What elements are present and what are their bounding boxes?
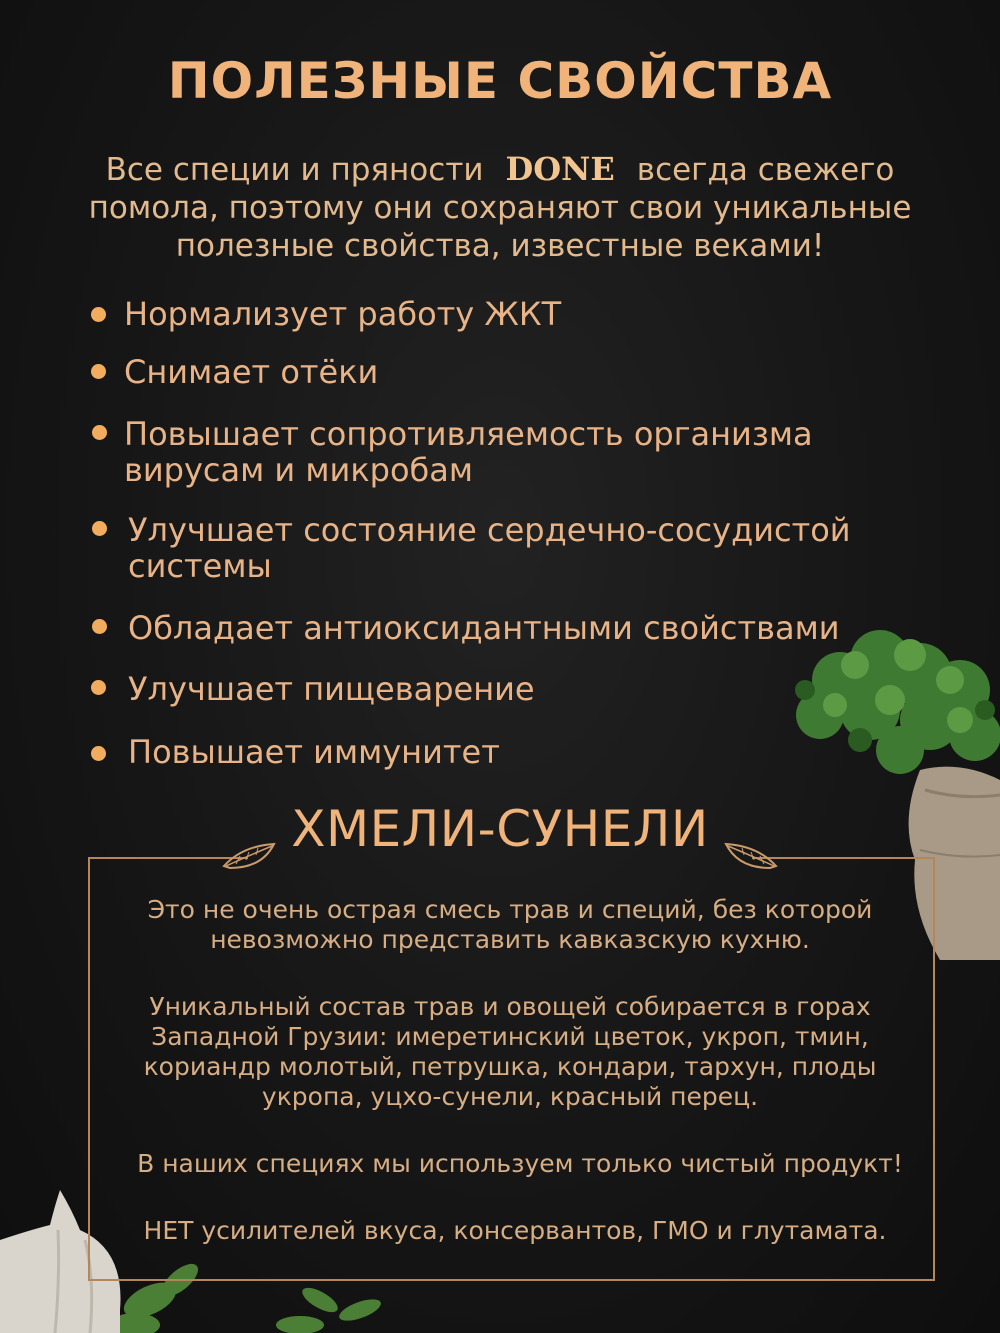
composition-paragraph xyxy=(100,992,920,1112)
benefit-line: системы xyxy=(128,547,272,585)
bullet-icon xyxy=(92,521,107,536)
frame-left xyxy=(88,857,90,1281)
product-title: ХМЕЛИ-СУНЕЛИ xyxy=(291,800,709,858)
bullet-icon xyxy=(92,619,107,634)
description-line: невозможно представить кавказскую кухню. xyxy=(210,925,810,954)
brand-name: DONE xyxy=(505,150,615,188)
benefit-item xyxy=(124,416,813,488)
bullet-icon xyxy=(91,307,106,322)
intro-line-2: помола, поэтому они сохраняют свои уникальные xyxy=(88,190,912,226)
bullet-icon xyxy=(91,746,106,761)
benefit-item xyxy=(128,610,840,646)
benefit-item xyxy=(124,296,561,332)
intro-line-1 xyxy=(60,150,940,189)
description-line: Уникальный состав трав и овощей собирается в горах xyxy=(149,992,871,1021)
benefit-line: Повышает иммунитет xyxy=(128,733,500,771)
benefit-line: Снимает отёки xyxy=(124,353,379,391)
description-line: укропа, уцхо-сунели, красный перец. xyxy=(261,1082,759,1111)
garlic-image xyxy=(0,1180,130,1333)
benefit-line: Повышает сопротивляемость организма xyxy=(124,415,813,453)
no-additives-paragraph xyxy=(105,1216,925,1246)
benefit-line: Нормализует работу ЖКТ xyxy=(124,295,562,333)
bullet-icon xyxy=(91,364,106,379)
frame-top-right xyxy=(752,857,935,859)
benefit-line: Улучшает состояние сердечно-сосудистой xyxy=(128,511,851,549)
description-line: В наших специях мы используем только чистый продукт! xyxy=(137,1149,903,1178)
description-line: Западной Грузии: имеретинский цветок, укроп, тмин, xyxy=(151,1022,869,1051)
benefit-item xyxy=(128,671,535,707)
benefit-item xyxy=(128,512,851,584)
herb-sprig-image xyxy=(120,1250,420,1333)
intro-before-brand: Все специи и пряности xyxy=(105,152,484,188)
purity-paragraph xyxy=(110,1149,930,1179)
frame-bottom xyxy=(88,1279,935,1281)
page-title: ПОЛЕЗНЫЕ СВОЙСТВА xyxy=(167,52,833,110)
frame-right xyxy=(933,857,935,1281)
benefit-item xyxy=(128,734,500,770)
description-line: кориандр молотый, петрушка, кондари, тархун, плоды xyxy=(143,1052,877,1081)
bullet-icon xyxy=(91,680,106,695)
benefit-line: Улучшает пищеварение xyxy=(128,670,535,708)
description-paragraph xyxy=(100,895,920,955)
intro-after-brand: всегда свежего xyxy=(636,152,895,188)
intro-text xyxy=(60,150,940,265)
description-line: Это не очень острая смесь трав и специй, без которой xyxy=(147,895,873,924)
benefit-line: Обладает антиоксидантными свойствами xyxy=(128,609,840,647)
intro-line-3: полезные свойства, известные веками! xyxy=(175,228,825,264)
bullet-icon xyxy=(92,425,107,440)
benefit-line: вирусам и микробам xyxy=(124,451,474,489)
benefit-item xyxy=(124,354,378,390)
leaf-ornament-icon xyxy=(722,838,778,876)
description-line: НЕТ усилителей вкуса, консервантов, ГМО и глутамата. xyxy=(143,1216,887,1245)
leaf-ornament-icon xyxy=(222,838,278,876)
